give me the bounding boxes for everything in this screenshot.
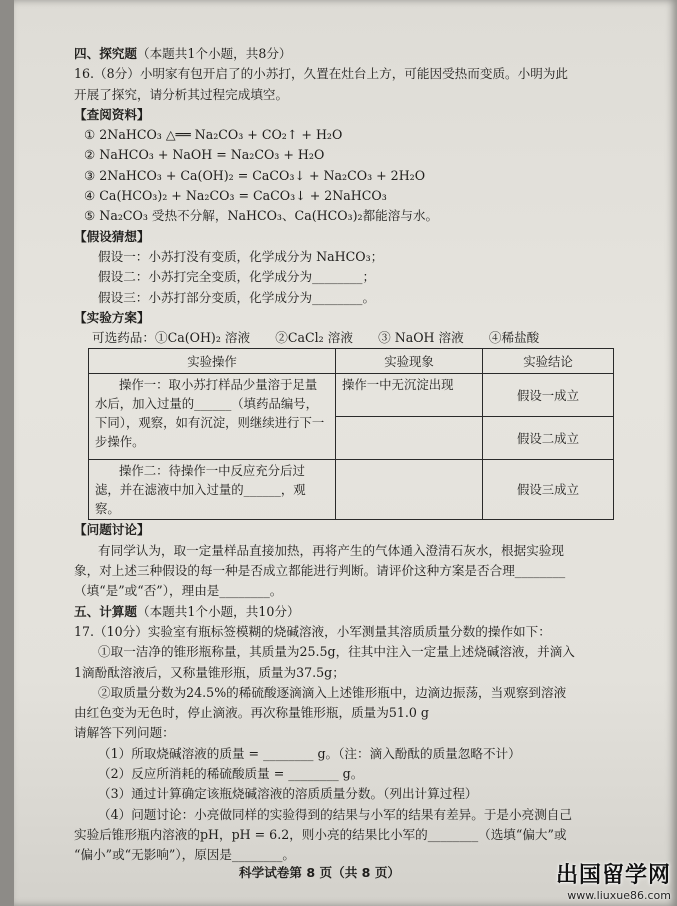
operation-two-cell xyxy=(89,460,336,520)
plan-heading: 【实验方案】 xyxy=(74,309,150,325)
section-note: （本题共1个小题，共10分） xyxy=(136,603,300,619)
section-title: 四、探究题 xyxy=(74,46,137,61)
reference-item: ③ 2NaHCO₃ + Ca(OH)₂ = CaCO₃↓ + Na₂CO₃ + 2H₂O xyxy=(84,167,426,183)
table-header-row xyxy=(89,349,614,374)
discussion-line: 有同学认为，取一定量样品直接加热，再将产生的气体通入澄清石灰水，根据实验现 xyxy=(98,542,564,558)
conclusion-cell: 假设二成立 xyxy=(483,417,614,460)
q17-line: ②取质量分数为24.5%的稀硫酸逐滴滴入上述锥形瓶中，边滴边振荡，当观察到溶液 xyxy=(98,684,567,700)
watermark-logo-text: 出国留学网 xyxy=(555,863,671,888)
section-4-heading xyxy=(74,44,656,64)
observation-cell xyxy=(336,417,483,460)
hypothesis-item: 假设一：小苏打没有变质，化学成分为 NaHCO₃； xyxy=(98,248,384,264)
q16-intro-line-1: 16.（8分）小明家有包开启了的小苏打，久置在灶台上方，可能因受热而变质。小明为此 xyxy=(74,66,569,82)
q17-line: 17.（10分）实验室有瓶标签模糊的烧碱溶液，小军测量其溶质质量分数的操作如下： xyxy=(74,623,551,639)
q17-line: 请解答下列问题： xyxy=(74,725,175,741)
q17-line: （2）反应所消耗的稀硫酸质量 = ________ g。 xyxy=(98,766,364,782)
conclusion-cell: 假设三成立 xyxy=(483,460,614,520)
table-header: 实验操作 xyxy=(89,349,336,374)
section-note: （本题共1个小题，共8分） xyxy=(136,46,292,61)
reference-item: ② NaHCO₃ + NaOH = Na₂CO₃ + H₂O xyxy=(84,147,325,163)
q17-line: （1）所取烧碱溶液的质量 = ________ g。（注：滴入酚酞的质量忽略不计） xyxy=(98,745,521,761)
q17-line: 由红色变为无色时，停止滴液。再次称量锥形瓶，质量为51.0 g xyxy=(74,705,429,721)
hypothesis-item: 假设三：小苏打部分变质，化学成分为________。 xyxy=(98,289,376,305)
observation-cell xyxy=(336,460,483,520)
experiment-table xyxy=(88,348,614,520)
table-header: 实验结论 xyxy=(483,349,614,374)
q17-line: 实验后锥形瓶内溶液的pH，pH = 6.2，则小亮的结果比小军的________（选填“偏大”或 xyxy=(74,826,567,842)
table-header: 实验现象 xyxy=(336,349,483,374)
reference-item: ④ Ca(HCO₃)₂ + Na₂CO₃ = CaCO₃↓ + 2NaHCO₃ xyxy=(84,188,387,204)
table-row xyxy=(89,460,614,520)
discussion-line: （填“是”或“否”），理由是________。 xyxy=(74,583,283,599)
q17-line: “偏小”或“无影响”），原因是________。 xyxy=(74,847,295,863)
discussion-heading: 【问题讨论】 xyxy=(74,522,150,538)
page-footer: 科学试卷第 8 页（共 8 页） xyxy=(239,865,401,880)
conclusion-cell: 假设一成立 xyxy=(483,374,614,417)
watermark-url: www.liuxue86.com xyxy=(567,889,671,902)
reference-item: ⑤ Na₂CO₃ 受热不分解，NaHCO₃、Ca(HCO₃)₂都能溶与水。 xyxy=(84,208,439,224)
q17-line: ①取一洁净的锥形瓶称量，其质量为25.5g，往其中注入一定量上述烧碱溶液，并滴入 xyxy=(98,644,575,660)
q17-line: 1滴酚酞溶液后，又称量锥形瓶，质量为37.5g； xyxy=(74,664,345,680)
hypothesis-item: 假设二：小苏打完全变质，化学成分为________； xyxy=(98,269,376,285)
page-content xyxy=(74,44,656,866)
exam-paper xyxy=(14,0,677,906)
table-row xyxy=(89,374,614,417)
observation-cell: 操作一中无沉淀出现 xyxy=(336,374,483,417)
watermark xyxy=(556,858,671,902)
hypothesis-heading: 【假设猜想】 xyxy=(74,228,150,244)
reference-item: ① 2NaHCO₃ △══ Na₂CO₃ + CO₂↑ + H₂O xyxy=(84,127,343,143)
q17-line: （3）通过计算确定该瓶烧碱溶液的溶质质量分数。（列出计算过程） xyxy=(98,786,478,802)
operation-two-text: 操作二：待操作一中反应充分后过滤，并在滤液中加入过量的______，观察。 xyxy=(95,463,306,517)
reagent-list: 可选药品：①Ca(OH)₂ 溶液 ②CaCl₂ 溶液 ③ NaOH 溶液 ④稀盐酸 xyxy=(92,330,540,346)
section-5-heading xyxy=(74,602,656,622)
operation-one-text: 操作一：取小苏打样品少量溶于足量水后，加入过量的______（填药品编号，下同），观察，如有沉淀，则继续进行下一步操作。 xyxy=(95,377,325,450)
discussion-line: 象，对上述三种假设的每一种是否成立都能进行判断。请评价这种方案是否合理________ xyxy=(74,563,566,579)
operation-one-cell xyxy=(89,374,336,460)
q17-line: （4）问题讨论：小亮做同样的实验得到的结果与小军的结果有差异。于是小亮测自己 xyxy=(98,806,572,822)
section-title: 五、计算题 xyxy=(74,603,137,619)
reference-heading: 【查阅资料】 xyxy=(74,106,150,122)
q16-intro-line-2: 开展了探究，请分析其过程完成填空。 xyxy=(74,86,289,102)
